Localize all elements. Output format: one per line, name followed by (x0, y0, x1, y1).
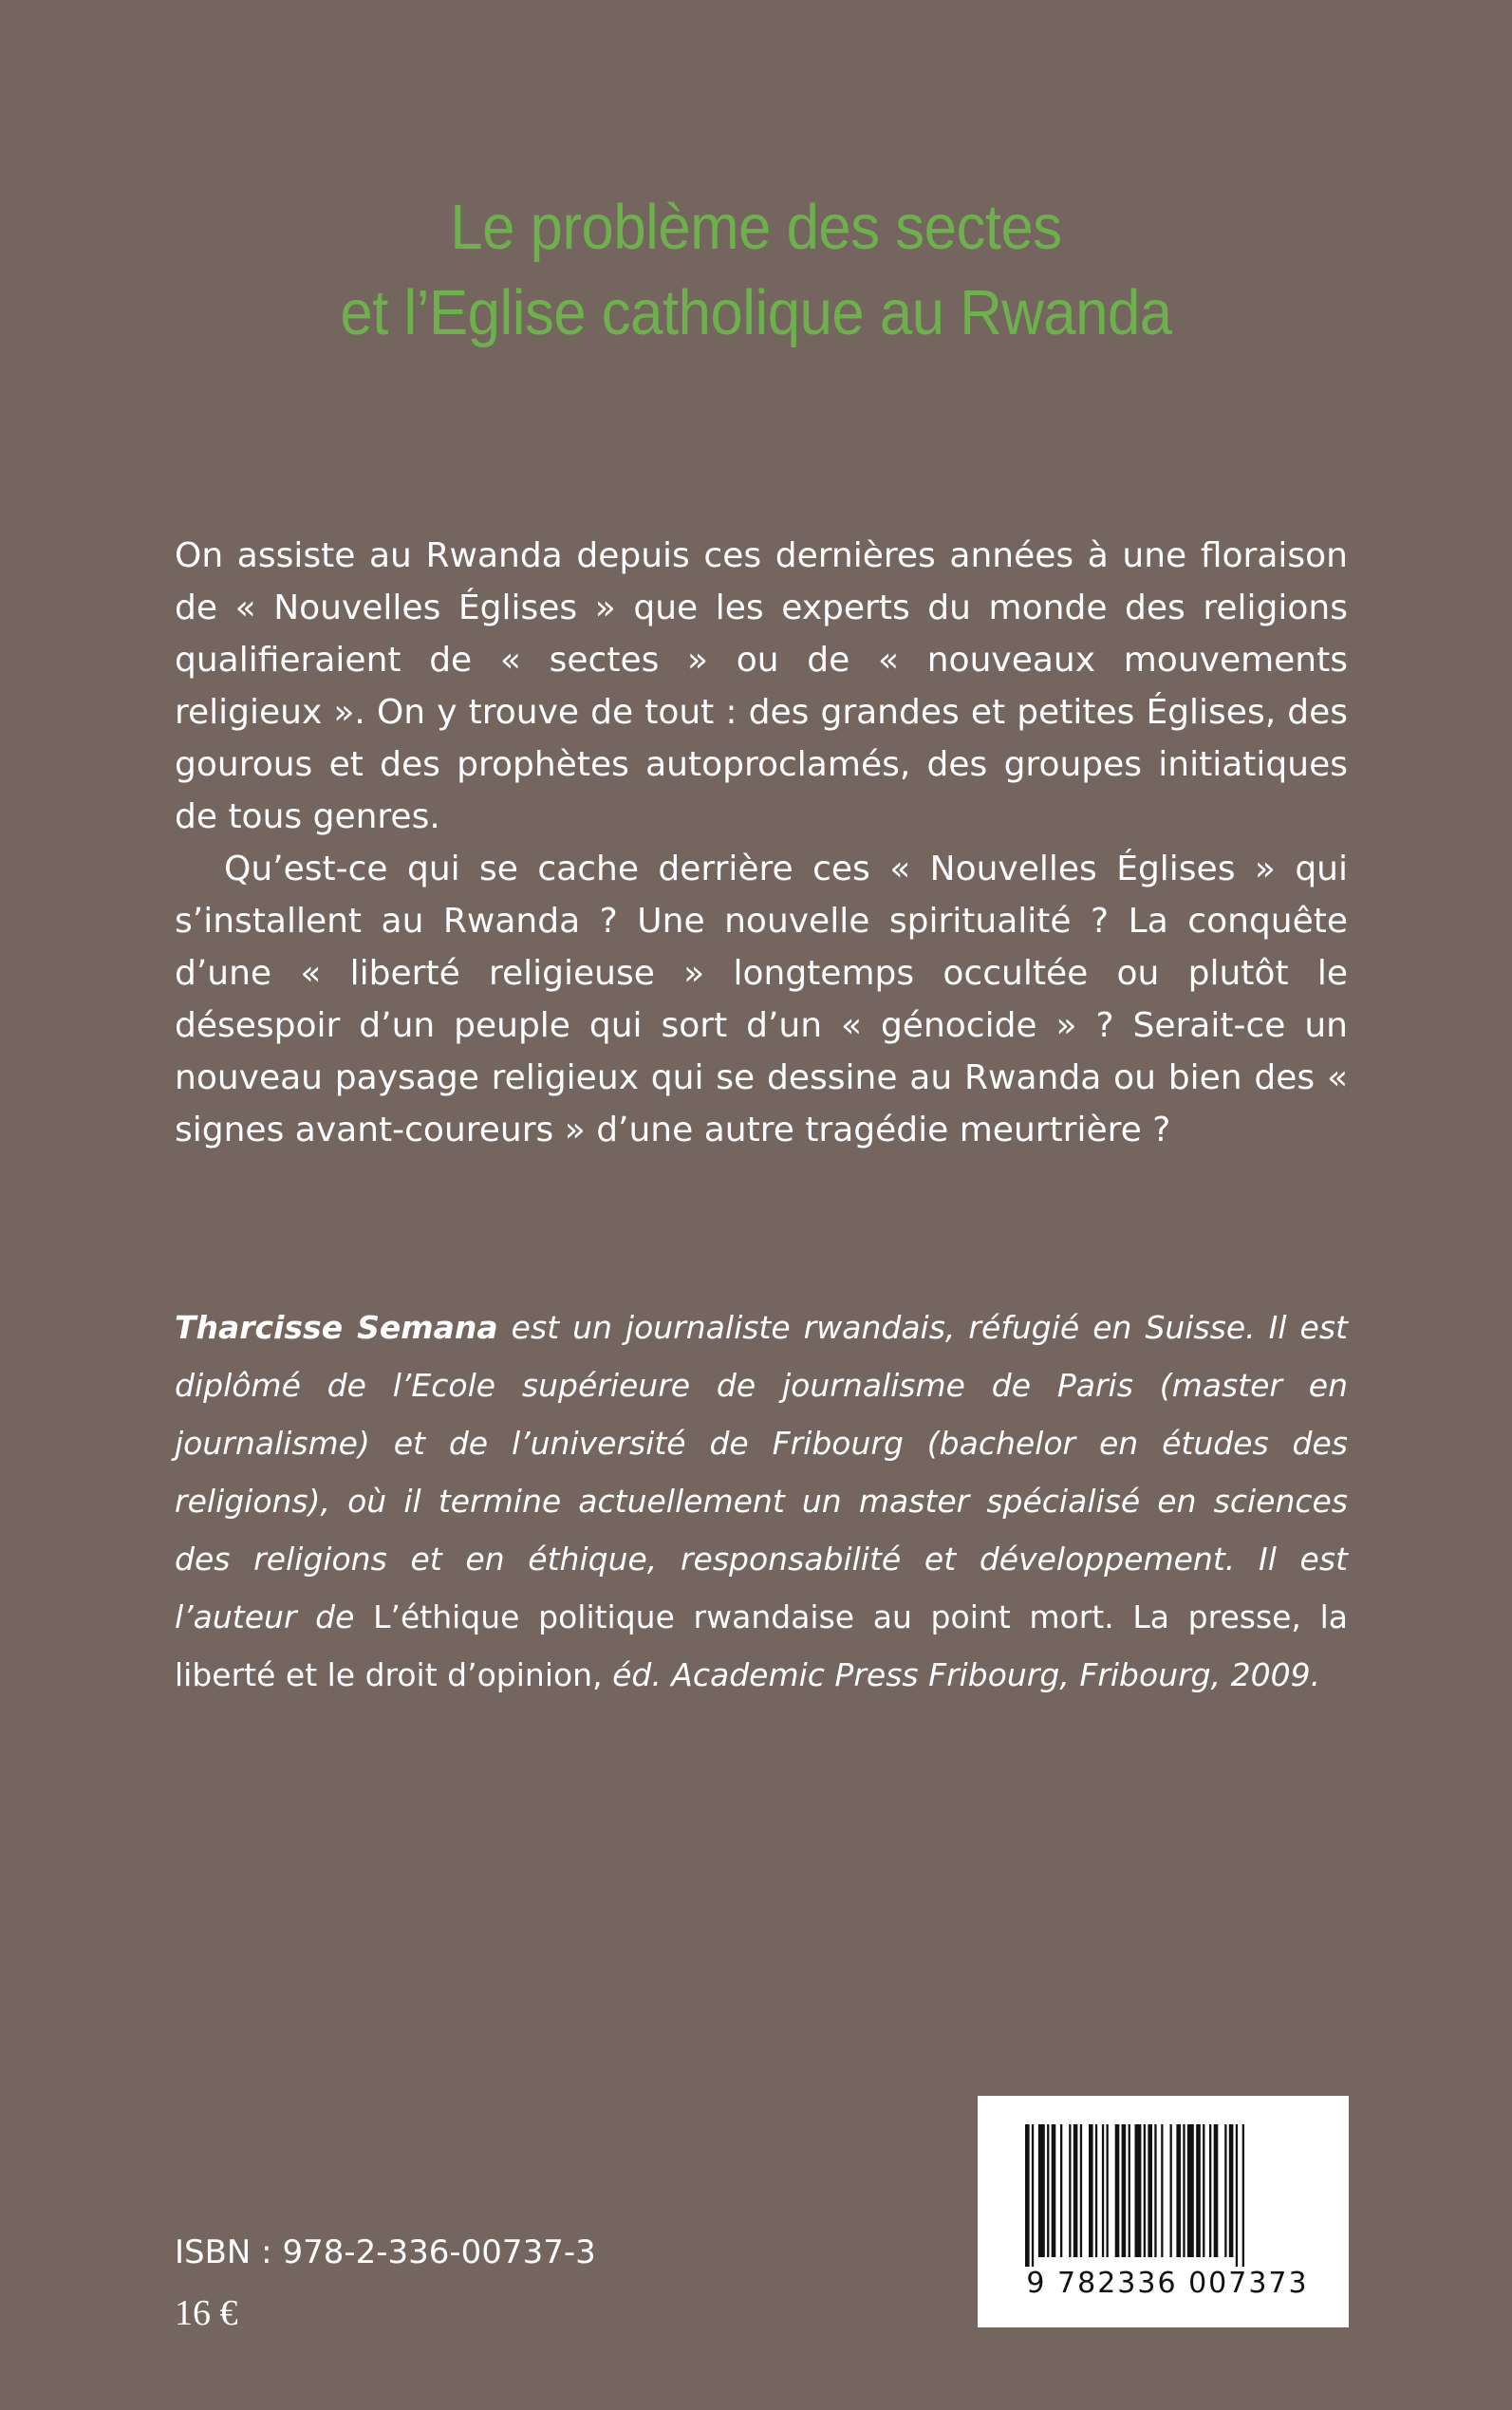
price-label: 16 € (175, 2293, 238, 2333)
title-line-1: Le problème des sectes (450, 192, 1062, 263)
barcode-bar (1242, 2124, 1244, 2267)
barcode-bar (1170, 2124, 1172, 2257)
blurb-paragraph-2: Qu’est-ce qui se cache derrière ces « Nouvelles Églises » qui s’installent au Rwanda ? Une nouvelle spiritualité ? La conquête d’une « liberté religieuse » longtemps occultée ou plutôt le désespoir d’un peuple qui sort d’un « génocide » ? Serait-ce un nouveau paysage religieux qui se dessine au Rwanda ou bien des « signes avant-coureurs » d’une autre tragédie meurtrière ? (175, 850, 1348, 1149)
barcode-bar (1073, 2124, 1078, 2257)
book-blurb (175, 530, 1348, 1156)
barcode-bar (1203, 2124, 1204, 2257)
barcode-bar (1122, 2124, 1127, 2257)
book-reference-publisher: éd. Academic Press Fribourg, Fribourg, 2009. (602, 1656, 1321, 1693)
author-name: Tharcisse Semana (175, 1309, 498, 1346)
barcode-bar (1187, 2124, 1194, 2257)
barcode-bar (1052, 2124, 1056, 2257)
barcode-digits: 9 782336 007373 (1026, 2267, 1309, 2300)
barcode-bar (1060, 2124, 1062, 2257)
barcode-bar (1183, 2124, 1185, 2257)
barcode-bar (1069, 2124, 1071, 2257)
barcode-bar (1095, 2124, 1097, 2257)
barcode-bar (1236, 2124, 1238, 2267)
book-title (61, 185, 1452, 356)
barcode-bar (1161, 2124, 1163, 2257)
isbn-label: ISBN : 978-2-336-00737-3 (175, 2233, 596, 2271)
barcode-bar (1115, 2124, 1120, 2257)
barcode-bar (1148, 2124, 1152, 2257)
barcode-bar (1229, 2124, 1234, 2257)
barcode-bar (1176, 2124, 1181, 2257)
barcode-bar (1080, 2124, 1082, 2257)
author-bio (175, 1298, 1348, 1704)
barcode-bar (1144, 2124, 1146, 2257)
barcode-bar (1032, 2124, 1034, 2267)
barcode-bar (1154, 2124, 1156, 2257)
barcode-bar (1135, 2124, 1142, 2257)
barcode-bar (1107, 2124, 1109, 2257)
blurb-paragraph-1: On assiste au Rwanda depuis ces dernières années à une floraison de « Nouvelles Églises » que les experts du monde des religions qualifieraient de « sectes » ou de « nouveaux mouvements religieux ». On y trouve de tout : des grandes et petites Églises, des gourous et des prophètes autoproclamés, des groupes initiatiques de tous genres. (175, 536, 1348, 836)
barcode-bar (1102, 2124, 1104, 2257)
barcode-bar (1047, 2124, 1049, 2257)
barcode-bar (1196, 2124, 1201, 2257)
title-line-2: et l’Eglise catholique au Rwanda (340, 277, 1172, 348)
barcode-bars (1025, 2124, 1300, 2267)
author-bio-text: est un journaliste rwandais, réfugié en Suisse. Il est diplômé de l’Ecole supérieure de journalisme de Paris (master en journalisme) et de l’université de Fribourg (bachelor en études des religions), où il termine actuellement un master spécialisé en sciences des religions et en éthique, responsabilité et développement. Il est l’auteur de (175, 1309, 1348, 1635)
barcode-bar (1025, 2124, 1030, 2267)
barcode-bar (1089, 2124, 1093, 2257)
barcode-bar (1224, 2124, 1226, 2257)
author-bio-paragraph (175, 1298, 1348, 1704)
barcode (978, 2096, 1349, 2327)
barcode-bar (1129, 2124, 1130, 2257)
barcode-bar (1209, 2124, 1211, 2257)
book-reference-title: L’éthique politique rwandaise au point mort. La presse, la liberté et le droit d’opinion, (175, 1598, 1348, 1693)
barcode-bar (1214, 2124, 1219, 2257)
barcode-bar (1038, 2124, 1045, 2257)
